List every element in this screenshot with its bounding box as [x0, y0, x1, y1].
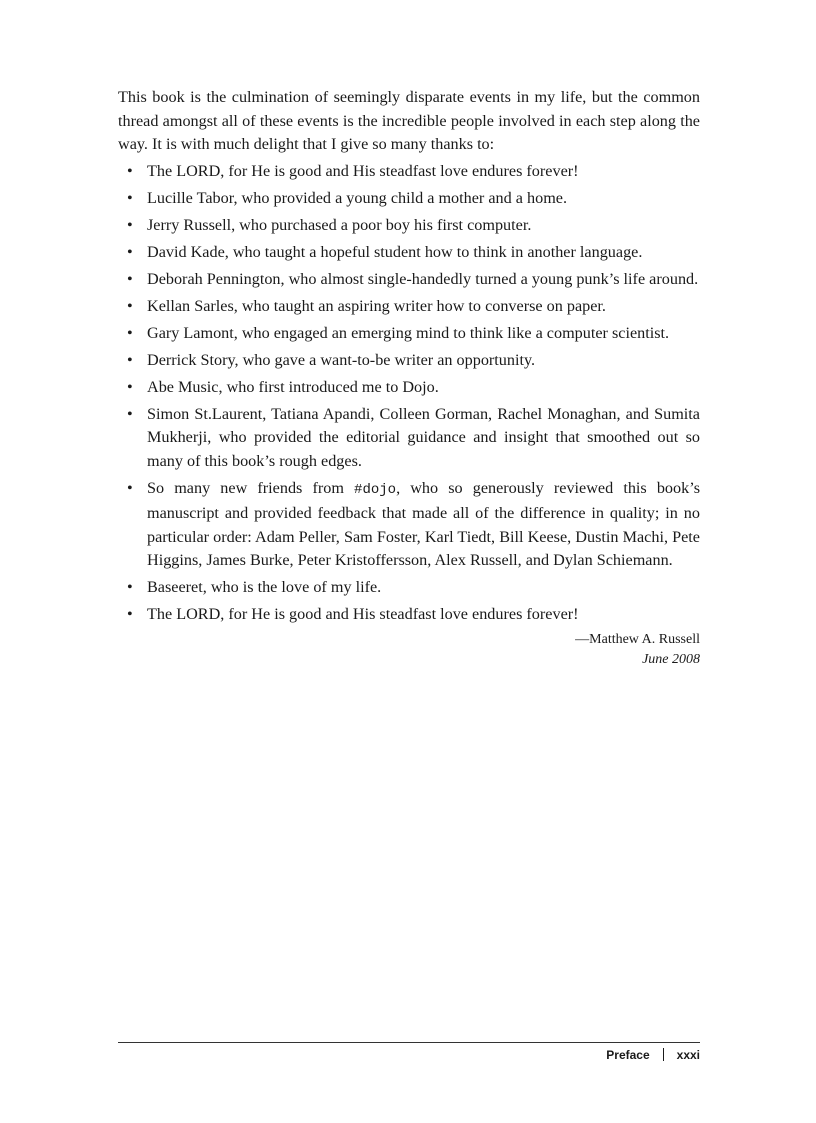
list-item — [118, 322, 700, 346]
list-item-dojo — [118, 477, 700, 573]
list-item-text: Abe Music, who first introduced me to Dojo. — [147, 377, 439, 396]
page-body — [118, 86, 700, 670]
list-item-text: Baseeret, who is the love of my life. — [147, 578, 382, 596]
signature-date: June 2008 — [642, 652, 700, 667]
intro-paragraph: This book is the culmination of seemingly disparate events in my life, but the common thread amongst all of these events is the incredible people involved in each step along the way. It is with much delight that I give so many thanks to: — [118, 88, 700, 153]
bullet: • — [127, 578, 133, 596]
list-item — [118, 576, 700, 600]
list-item — [118, 376, 700, 400]
bullet: • — [127, 188, 133, 207]
list-item — [118, 187, 700, 211]
acknowledgements-list — [118, 160, 700, 627]
list-item-text: David Kade, who taught a hopeful student how to think in another language. — [147, 242, 643, 261]
list-item-text: Simon St.Laurent, Tatiana Apandi, Colleen Gorman, Rachel Monaghan, and Sumita Mukherji, who provided the editorial guidance and insight that smoothed out so many of this book’s rough edges. — [147, 404, 700, 470]
footer-rule — [118, 1042, 700, 1043]
list-item — [118, 268, 700, 292]
page-number: xxxi — [676, 1048, 700, 1062]
list-item — [118, 603, 700, 627]
author-name: —Matthew A. Russell — [575, 632, 700, 647]
list-item — [118, 241, 700, 265]
list-item-text: Gary Lamont, who engaged an emerging mind to think like a computer scientist. — [147, 323, 670, 342]
page-footer — [606, 1047, 700, 1063]
bullet: • — [127, 323, 133, 342]
list-item-text: The LORD, for He is good and His steadfast love endures forever! — [147, 161, 579, 180]
list-item-text: Deborah Pennington, who almost single-handedly turned a young punk’s life around. — [147, 269, 699, 288]
list-item — [118, 295, 700, 319]
bullet: • — [127, 404, 133, 423]
list-item-text: The LORD, for He is good and His steadfast love endures forever! — [147, 605, 579, 623]
bullet: • — [127, 269, 133, 288]
bullet: • — [127, 350, 133, 369]
dojo-text-before: So many new friends from — [147, 478, 355, 497]
bullet: • — [127, 377, 133, 396]
list-item — [118, 403, 700, 474]
list-item-text: Kellan Sarles, who taught an aspiring writer how to converse on paper. — [147, 296, 606, 315]
dojo-text-after: , who so generously reviewed this book’s manuscript and provided feedback that made all of the difference in quality; in no particular order: Adam Peller, Sam Foster, Karl Tiedt, Bill Keese, Dustin Machi, Pete Higgins, James Burke, Peter Kristoffersson, Alex Russell, and Dylan Schiemann. — [147, 478, 700, 569]
bullet: • — [127, 215, 133, 234]
footer-separator — [663, 1048, 664, 1061]
bullet: • — [127, 605, 133, 623]
list-item — [118, 349, 700, 373]
bullet: • — [127, 296, 133, 315]
list-item — [118, 214, 700, 238]
list-item-text: Lucille Tabor, who provided a young child a mother and a home. — [147, 188, 568, 207]
list-item-text: Derrick Story, who gave a want-to-be writer an opportunity. — [147, 350, 536, 369]
signature-block — [118, 630, 700, 670]
bullet: • — [127, 478, 133, 497]
list-item-text: Jerry Russell, who purchased a poor boy his first computer. — [147, 215, 532, 234]
bullet: • — [127, 161, 133, 180]
bullet: • — [127, 242, 133, 261]
dojo-channel-code: #dojo — [354, 481, 397, 498]
list-item — [118, 160, 700, 184]
footer-section-title: Preface — [606, 1048, 650, 1062]
